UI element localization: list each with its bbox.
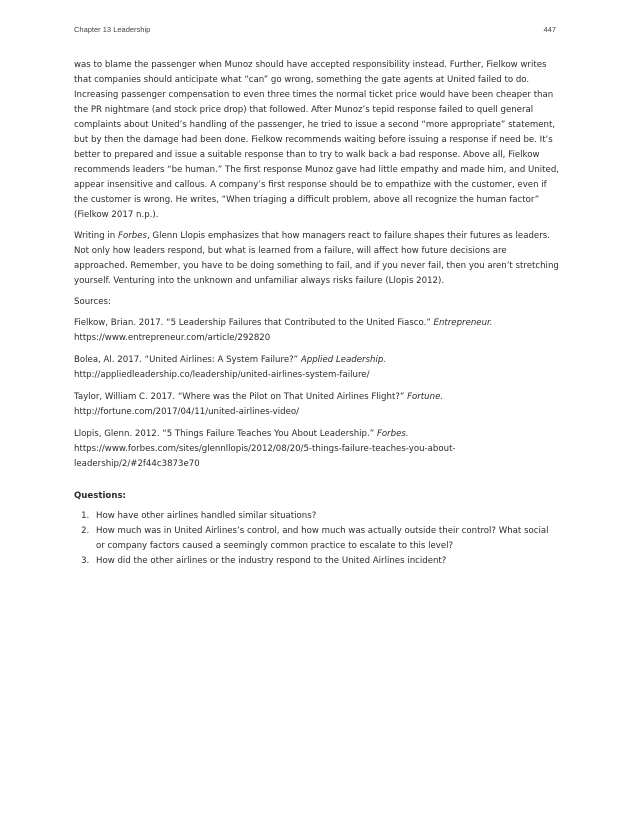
source-entry: [74, 390, 560, 420]
body-paragraph-1: was to blame the passenger when Munoz should have accepted responsibility instead. Further, Fielkow writes that companies should anticipate what “can” go wrong, something the gate agents at United failed to do. Increasing passenger compensation to even three times the normal ticket price would have been cheaper than the PR nightmare (and stock price drop) that followed. After Munoz’s tepid response failed to quell general complaints about United’s handling of the passenger, he tried to issue a second “more appropriate” statement, but by then the damage had been done. Fielkow recommends waiting before issuing a response if need be. It’s better to prepared and issue a suitable response than to try to walk back a bad response. Above all, Fielkow recommends leaders “be human.” The first response Munoz gave had little empathy and made him, and United, appear insensitive and callous. A company’s first response should be to empathize with the customer, even if the customer is wrong. He writes, “When triaging a difficult problem, above all recognize the human factor” (Fielkow 2017 n.p.).: [74, 60, 560, 220]
source-url[interactable]: https://www.entrepreneur.com/article/292820: [74, 333, 271, 343]
source-citation: Llopis, Glenn. 2012. “5 Things Failure Teaches You About Leadership.”: [74, 429, 377, 439]
source-citation: Bolea, Al. 2017. “United Airlines: A System Failure?”: [74, 355, 301, 365]
source-entry: [74, 353, 560, 383]
question-item: 2. How much was in United Airlines’s control, and how much was actually outside their control? What social or company factors caused a seemingly common practice to escalate to this level?: [92, 524, 560, 554]
source-url[interactable]: https://www.forbes.com/sites/glennllopis/2012/08/20/5-things-failure-teaches-you-about-leadership/2/#2f44c3873e70: [74, 444, 456, 469]
page-number: 447: [543, 25, 556, 34]
questions-list: [74, 509, 560, 569]
source-publication: Entrepreneur.: [433, 318, 493, 328]
question-item: 1. How have other airlines handled similar situations?: [92, 509, 560, 524]
running-header: [74, 25, 556, 34]
body-paragraph-2: [74, 229, 560, 289]
chapter-title: Chapter 13 Leadership: [74, 25, 151, 34]
source-publication: Forbes.: [376, 429, 409, 439]
source-publication: Applied Leadership.: [300, 355, 387, 365]
source-citation: Taylor, William C. 2017. “Where was the Pilot on That United Airlines Flight?”: [74, 392, 408, 402]
questions-heading: Questions:: [74, 491, 126, 501]
p2-text-end: , Glenn Llopis emphasizes that how managers react to failure shapes their futures as leaders. Not only how leaders respond, but what is learned from a failure, will affect how future decisions are approached. Remember, you have to be doing something to fail, and if you never fail, then you aren’t stretching yourself. Venturing into the unknown and unfamiliar always risks failure (Llopis 2012).: [74, 231, 559, 286]
p2-text-start: Writing in: [74, 231, 118, 241]
source-entry: [74, 316, 560, 346]
source-citation: Fielkow, Brian. 2017. “5 Leadership Failures that Contributed to the United Fiasco.”: [74, 318, 434, 328]
page-content: [74, 58, 560, 569]
source-url[interactable]: http://fortune.com/2017/04/11/united-airlines-video/: [74, 407, 300, 417]
sources-label: Sources:: [74, 297, 111, 307]
p2-publication: Forbes: [118, 231, 147, 241]
source-url[interactable]: http://appliedleadership.co/leadership/united-airlines-system-failure/: [74, 370, 370, 380]
question-item: 3. How did the other airlines or the industry respond to the United Airlines incident?: [92, 554, 560, 569]
source-entry: [74, 427, 560, 472]
source-publication: Fortune.: [407, 392, 444, 402]
section-spacer: [74, 480, 560, 489]
